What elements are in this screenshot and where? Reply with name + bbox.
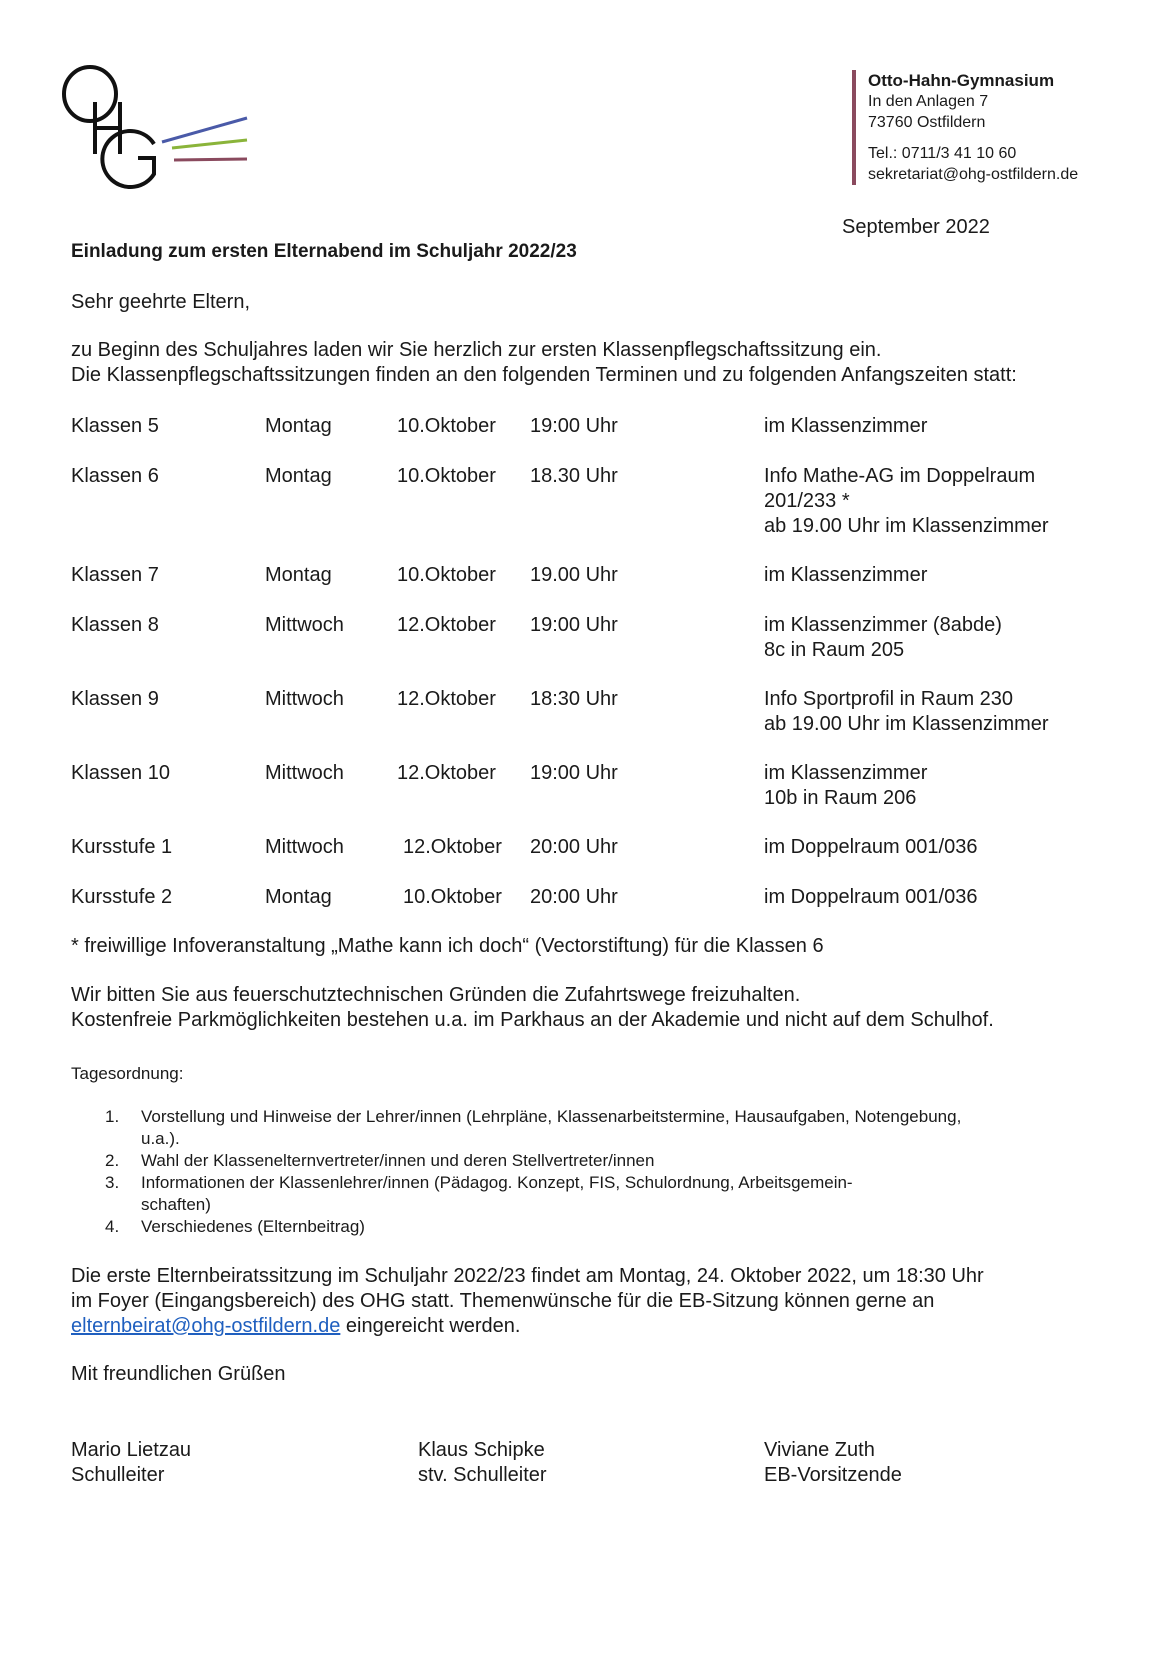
footnote: * freiwillige Infoveranstaltung „Mathe kann ich doch“ (Vectorstiftung) für die Klassen 6 — [71, 935, 824, 957]
tag: Montag — [265, 465, 332, 487]
agenda-item: 2. Wahl der Klassenelternvertreter/innen und deren Stellvertreter/innen — [105, 1151, 655, 1170]
ort: im Klassenzimmer — [764, 564, 928, 586]
tag: Montag — [265, 415, 332, 437]
zeit: 19:00 Uhr — [530, 415, 618, 437]
klasse: Klassen 8 — [71, 614, 159, 636]
signer-role: Schulleiter — [71, 1464, 165, 1486]
tag: Mittwoch — [265, 688, 344, 710]
zeit: 18:30 Uhr — [530, 688, 618, 710]
schedule-row — [71, 687, 1131, 735]
zeit: 19:00 Uhr — [530, 762, 618, 784]
datum: 10.Oktober — [397, 415, 496, 437]
zeit: 20:00 Uhr — [530, 886, 618, 908]
datum: 10.Oktober — [397, 564, 496, 586]
school-phone: Tel.: 0711/3 41 10 60 — [868, 145, 1017, 162]
closing: Mit freundlichen Grüßen — [71, 1363, 286, 1385]
klasse: Klassen 7 — [71, 564, 159, 586]
signer-name: Mario Lietzau — [71, 1439, 192, 1461]
zeit: 20:00 Uhr — [530, 836, 618, 858]
schedule-row — [71, 563, 1131, 588]
zeit: 18.30 Uhr — [530, 465, 618, 487]
tag: Montag — [265, 564, 332, 586]
schedule-row — [71, 835, 1131, 860]
tag: Mittwoch — [265, 762, 344, 784]
tag: Mittwoch — [265, 836, 344, 858]
datum: 12.Oktober — [397, 614, 496, 636]
intro-line-1: zu Beginn des Schuljahres laden wir Sie herzlich zur ersten Klassenpflegschaftssitzung ein. — [71, 339, 882, 361]
agenda-item: 4. Verschiedenes (Elternbeitrag) — [105, 1217, 365, 1236]
eb-paragraph: Die erste Elternbeiratssitzung im Schuljahr 2022/23 findet am Montag, 24. Oktober 2022, um 18:30 Uhr im Foyer (Eingangsbereich) des OHG statt. Themenwünsche für die EB-Sitzung können gerne an elternbeirat@ohg-ostfildern.de eingereicht werden. — [71, 1265, 984, 1337]
zeit: 19.00 Uhr — [530, 564, 618, 586]
ort: im Klassenzimmer (8abde) 8c in Raum 205 — [764, 614, 1002, 661]
klasse: Klassen 6 — [71, 465, 159, 487]
datum: 12.Oktober — [397, 762, 496, 784]
school-city: 73760 Ostfildern — [868, 114, 986, 131]
datum: 12.Oktober — [403, 836, 502, 858]
tag: Montag — [265, 886, 332, 908]
signer-name: Viviane Zuth — [764, 1439, 875, 1461]
zeit: 19:00 Uhr — [530, 614, 618, 636]
ort: im Doppelraum 001/036 — [764, 886, 978, 908]
signer-role: EB-Vorsitzende — [764, 1464, 902, 1486]
datum: 10.Oktober — [403, 886, 502, 908]
school-street: In den Anlagen 7 — [868, 93, 989, 110]
klasse: Kursstufe 2 — [71, 886, 173, 908]
schedule-row — [71, 613, 1131, 661]
agenda-item: 3. Informationen der Klassenlehrer/innen (Pädagog. Konzept, FIS, Schulordnung, Arbeitsgemein- schaften) — [105, 1173, 853, 1214]
ort: im Klassenzimmer — [764, 415, 928, 437]
signature-block — [764, 1438, 902, 1488]
signer-name: Klaus Schipke — [418, 1439, 545, 1461]
note-line-1: Wir bitten Sie aus feuerschutztechnischen Gründen die Zufahrtswege freizuhalten. — [71, 984, 801, 1006]
agenda-list — [71, 1106, 1111, 1238]
schedule-row — [71, 464, 1131, 537]
ort: Info Mathe-AG im Doppelraum 201/233 * ab 19.00 Uhr im Klassenzimmer — [764, 465, 1049, 537]
school-address — [852, 70, 1078, 185]
ort: im Doppelraum 001/036 — [764, 836, 978, 858]
datum: 12.Oktober — [397, 688, 496, 710]
school-email: sekretariat@ohg-ostfildern.de — [868, 166, 1079, 183]
agenda-title: Tagesordnung: — [71, 1064, 184, 1083]
ort: Info Sportprofil in Raum 230 ab 19.00 Uhr im Klassenzimmer — [764, 688, 1049, 735]
letter-title: Einladung zum ersten Elternabend im Schuljahr 2022/23 — [71, 241, 577, 262]
ort: im Klassenzimmer 10b in Raum 206 — [764, 762, 928, 809]
signature-block — [71, 1438, 191, 1488]
school-name: Otto-Hahn-Gymnasium — [868, 71, 1055, 90]
letter-date: September 2022 — [842, 216, 990, 238]
datum: 10.Oktober — [397, 465, 496, 487]
schedule-row — [71, 414, 1131, 439]
tag: Mittwoch — [265, 614, 344, 636]
klasse: Klassen 5 — [71, 415, 159, 437]
schedule-row — [71, 761, 1131, 809]
klasse: Kursstufe 1 — [71, 836, 173, 858]
intro-line-2: Die Klassenpflegschaftssitzungen finden an den folgenden Terminen und zu folgenden Anfangszeiten statt: — [71, 364, 1017, 386]
klasse: Klassen 9 — [71, 688, 159, 710]
ohg-logo — [62, 62, 252, 202]
agenda-item: 1. Vorstellung und Hinweise der Lehrer/innen (Lehrpläne, Klassenarbeitstermine, Hausaufgaben, Notengebung, u.a.). — [105, 1107, 962, 1148]
eb-email-link[interactable]: elternbeirat@ohg-ostfildern.de — [71, 1315, 341, 1337]
signer-role: stv. Schulleiter — [418, 1464, 547, 1486]
signature-block — [418, 1438, 547, 1488]
salutation: Sehr geehrte Eltern, — [71, 291, 250, 313]
note-line-2: Kostenfreie Parkmöglichkeiten bestehen u.a. im Parkhaus an der Akademie und nicht auf dem Schulhof. — [71, 1009, 994, 1031]
klasse: Klassen 10 — [71, 762, 170, 784]
schedule-row — [71, 885, 1131, 910]
